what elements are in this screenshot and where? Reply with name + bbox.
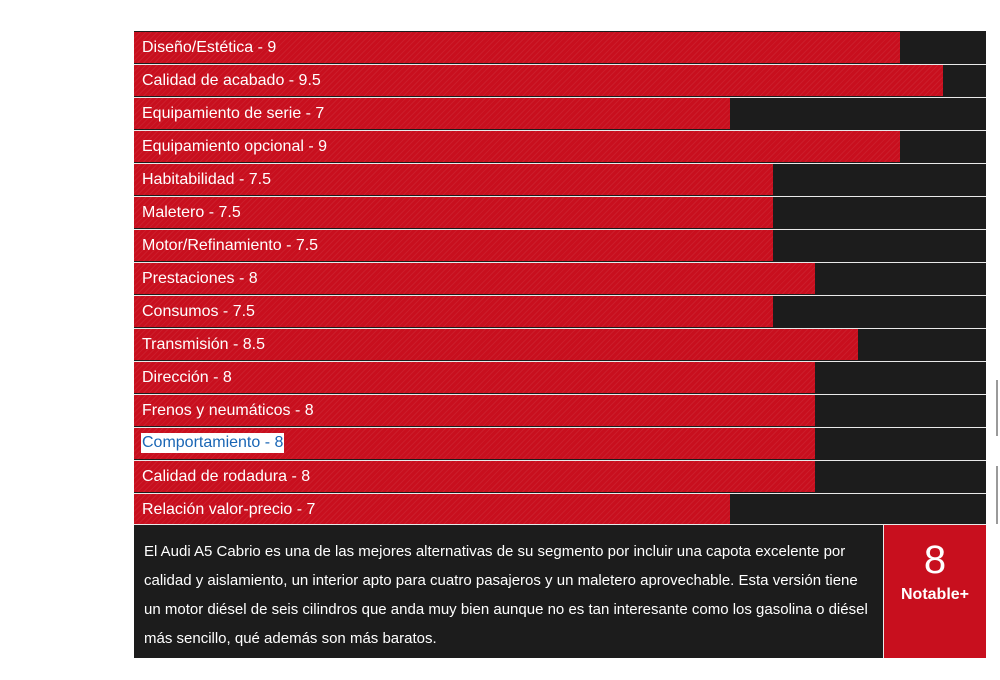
- rating-row: [134, 98, 986, 129]
- rating-row: [134, 263, 986, 294]
- rating-row: [134, 131, 986, 162]
- verdict-text: El Audi A5 Cabrio es una de las mejores alternativas de su segmento por incluir una capota excelente por calidad y aislamiento, un interior apto para cuatro pasajeros y un maletero aprovechable. Esta versión tiene un motor diésel de seis cilindros que anda muy bien aunque no es tan interesante como los gasolina o diésel más sencillo, qué además son más baratos.: [144, 543, 868, 647]
- rating-bar: [134, 362, 815, 393]
- row-divider: [134, 493, 986, 494]
- rating-row: [134, 395, 986, 426]
- row-divider: [134, 460, 986, 461]
- rating-label: Diseño/Estética - 9: [142, 39, 277, 56]
- rating-label: Motor/Refinamiento - 7.5: [142, 237, 319, 254]
- overall-score-label: Notable+: [900, 586, 969, 603]
- row-divider: [134, 229, 986, 230]
- row-divider: [134, 130, 986, 131]
- rating-label: Frenos y neumáticos - 8: [142, 402, 314, 419]
- rating-label: Relación valor-precio - 7: [142, 501, 316, 518]
- overall-score-box: [883, 524, 986, 658]
- rating-label: Calidad de rodadura - 8: [142, 468, 311, 485]
- row-divider: [134, 328, 986, 329]
- row-divider: [134, 97, 986, 98]
- row-divider: [134, 262, 986, 263]
- rating-label: Habitabilidad - 7.5: [142, 171, 271, 188]
- rating-label: Maletero - 7.5: [142, 204, 241, 221]
- rating-label: Equipamiento de serie - 7: [142, 105, 325, 122]
- page-edge-line: [996, 380, 998, 436]
- verdict-summary: [134, 524, 883, 658]
- rating-label: Comportamiento - 8: [142, 434, 284, 451]
- row-divider: [134, 163, 986, 164]
- rating-row: [134, 461, 986, 492]
- rating-label: Equipamiento opcional - 9: [142, 138, 328, 155]
- rating-row: [134, 164, 986, 195]
- rating-row: [134, 230, 986, 261]
- row-divider: [134, 394, 986, 395]
- rating-label: Dirección - 8: [142, 369, 232, 386]
- row-divider: [134, 361, 986, 362]
- rating-row: [134, 329, 986, 360]
- rating-label: Consumos - 7.5: [142, 303, 255, 320]
- row-divider: [134, 196, 986, 197]
- rating-row: [134, 494, 986, 525]
- rating-row: [134, 32, 986, 63]
- rating-label: Prestaciones - 8: [142, 270, 258, 287]
- rating-row: [134, 362, 986, 393]
- rating-label: Transmisión - 8.5: [142, 336, 265, 353]
- overall-score: 8: [923, 538, 947, 582]
- rating-row: [134, 197, 986, 228]
- rating-row: [134, 428, 986, 459]
- page-edge-line: [996, 466, 998, 524]
- row-divider: [134, 427, 986, 428]
- rating-label: Calidad de acabado - 9.5: [142, 72, 321, 89]
- rating-row: [134, 296, 986, 327]
- row-divider: [134, 64, 986, 65]
- rating-row: [134, 65, 986, 96]
- row-divider: [134, 295, 986, 296]
